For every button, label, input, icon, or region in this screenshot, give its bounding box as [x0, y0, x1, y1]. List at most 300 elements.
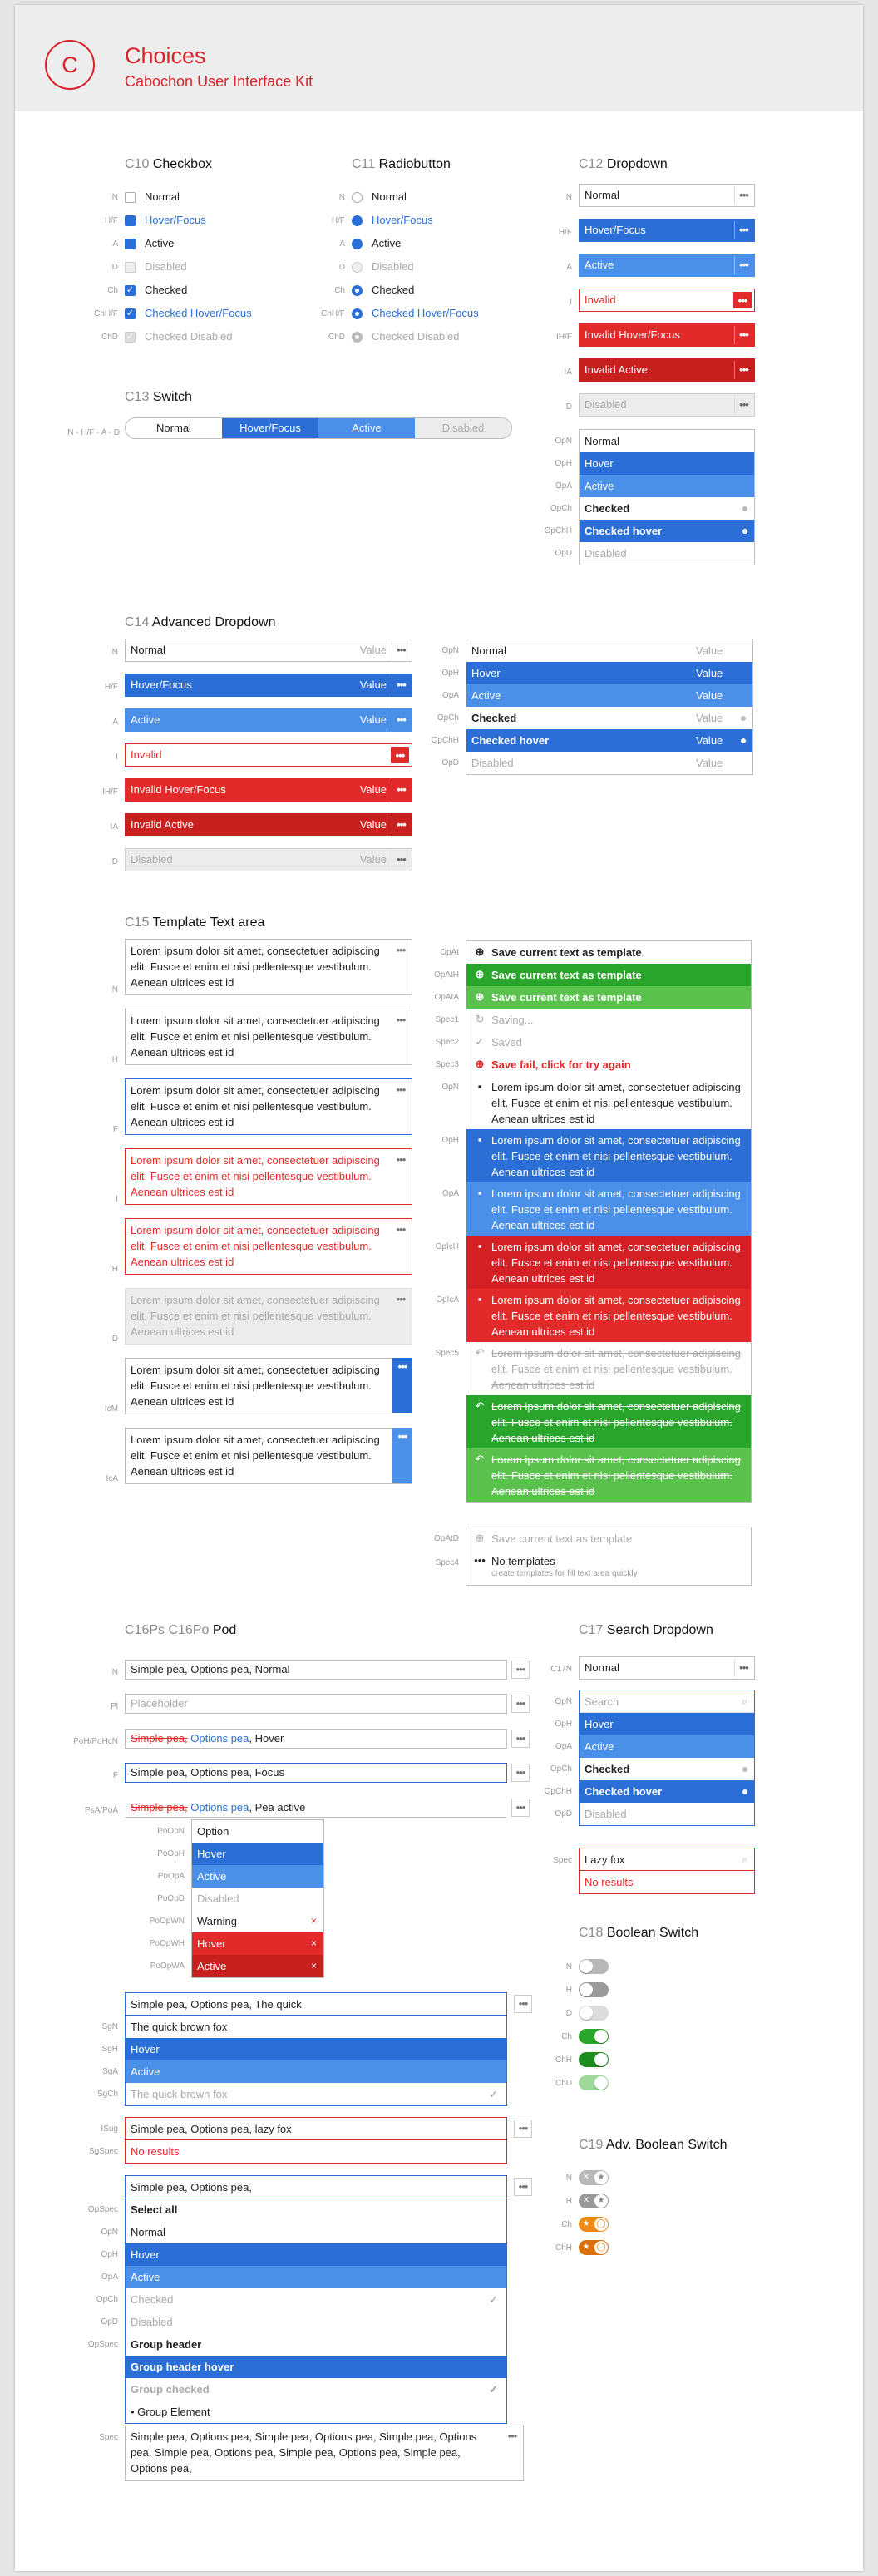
state-label: OpIcA — [436, 1295, 459, 1305]
state-label: F — [112, 1125, 118, 1134]
pod-popup-option[interactable] — [192, 1932, 323, 1955]
search-option[interactable] — [580, 1780, 754, 1803]
state-label: OpD — [441, 758, 459, 767]
more-icon: ••• — [734, 186, 752, 205]
state-label: Pl — [111, 1702, 118, 1711]
option-label: Normal — [471, 644, 506, 657]
more-icon[interactable]: ••• — [396, 1153, 406, 1166]
radio-option[interactable] — [352, 304, 518, 323]
advanced-option[interactable] — [466, 684, 752, 707]
template-menu-text: Save fail, click for try again — [491, 1059, 631, 1071]
state-label: PoOpD — [157, 1894, 185, 1903]
state-label: Spec2 — [435, 1038, 459, 1047]
dropdown-option[interactable] — [580, 520, 754, 542]
dropdown-invalid[interactable] — [579, 289, 755, 312]
checkbox-label: Active — [145, 237, 175, 249]
switch-segment-hover[interactable]: Hover/Focus — [222, 418, 318, 438]
multi-option[interactable] — [126, 2198, 506, 2221]
more-icon[interactable]: ••• — [514, 2120, 532, 2138]
pod-active[interactable] — [125, 1798, 525, 1818]
radio-icon[interactable] — [352, 215, 363, 226]
template-save-option-hover[interactable] — [466, 964, 751, 986]
more-icon[interactable]: ••• — [396, 1083, 406, 1096]
state-label: OpAtH — [433, 970, 459, 980]
template-item-restore-hover[interactable] — [466, 1395, 751, 1448]
segmented-switch[interactable] — [125, 417, 512, 439]
dropdown-invalid-active[interactable] — [579, 358, 755, 382]
adv-boolean-switch[interactable] — [579, 2170, 609, 2185]
state-label: OpA — [441, 691, 459, 700]
pod-popup-list[interactable] — [191, 1819, 324, 1978]
state-label: OpChH — [544, 1787, 572, 1796]
pod-text: Simple pea, Options pea, Normal — [131, 1663, 290, 1675]
dropdown-option[interactable] — [580, 497, 754, 520]
option-label: Checked — [585, 502, 630, 515]
section-code: C17 — [579, 1623, 604, 1637]
pod-focus[interactable] — [125, 1763, 525, 1783]
state-label: C17N — [550, 1665, 572, 1674]
search-no-results[interactable] — [579, 1848, 755, 1894]
state-label: I — [570, 298, 572, 307]
advanced-option-list[interactable] — [466, 639, 753, 775]
textarea-text: Lorem ipsum dolor sit amet, consectetuer adipiscing elit. Fusce et enim et nisi pellentesque vestibulum. Aenean ultrices est id — [131, 1364, 380, 1408]
template-item-active[interactable] — [466, 1182, 751, 1236]
adv-boolean-switch[interactable] — [579, 2217, 609, 2232]
template-item-hover[interactable] — [466, 1129, 751, 1182]
section-name: Checkbox — [152, 157, 212, 171]
cross-icon: ✕ — [582, 2196, 590, 2205]
more-icon[interactable]: ••• — [514, 2178, 532, 2196]
template-menu-text: Lorem ipsum dolor sit amet, consectetuer adipiscing elit. Fusce et enim et nisi pellentesque vestibulum. Aenean ultrices est id — [491, 1294, 741, 1338]
section-name: Radiobutton — [378, 157, 451, 171]
option-label: Active — [131, 2065, 160, 2078]
cross-icon: ★ — [582, 2219, 590, 2228]
suggest-option[interactable] — [126, 2016, 506, 2038]
checkbox-icon[interactable]: ✓ — [126, 285, 135, 295]
section-code: C18 — [579, 1926, 604, 1940]
template-menu-text: Lorem ipsum dolor sit amet, consectetuer adipiscing elit. Fusce et enim et nisi pellentesque vestibulum. Aenean ultrices est id — [491, 1400, 741, 1444]
section-name: Boolean Switch — [606, 1926, 699, 1940]
radio-label: Checked Hover/Focus — [372, 307, 479, 319]
checkbox-icon[interactable] — [125, 192, 136, 203]
section-code: C11 — [352, 157, 376, 171]
option-label: Group header — [131, 2338, 202, 2351]
brand-logo-icon: C — [45, 40, 95, 90]
more-icon[interactable]: ••• — [392, 1358, 412, 1413]
more-icon[interactable]: ••• — [511, 1661, 530, 1679]
section-code: C19 — [579, 2138, 604, 2152]
checkbox-label: Checked Hover/Focus — [145, 307, 252, 319]
section-name: Dropdown — [606, 157, 668, 171]
template-item[interactable] — [466, 1076, 751, 1129]
template-menu-text: Lorem ipsum dolor sit amet, consectetuer adipiscing elit. Fusce et enim et nisi pellentesque vestibulum. Aenean ultrices est id — [491, 1453, 741, 1498]
page-subtitle: Cabochon User Interface Kit — [125, 73, 313, 90]
option-label: No results — [131, 2145, 180, 2158]
section-title-switch — [125, 390, 192, 405]
dropdown-secondary-value: Value — [359, 713, 387, 726]
option-value: Value — [696, 689, 723, 702]
state-label: OpH — [555, 1720, 572, 1729]
more-icon[interactable]: ••• — [507, 2430, 517, 2442]
pod-option-chip[interactable]: Options pea — [190, 1801, 249, 1814]
radio-icon[interactable] — [352, 332, 363, 343]
option-value: Value — [696, 712, 723, 724]
close-icon[interactable]: × — [310, 1937, 317, 1949]
boolean-switch[interactable] — [579, 2029, 609, 2044]
state-label: IA — [564, 368, 572, 377]
pod-strike-chip[interactable]: Simple pea, — [131, 1801, 188, 1814]
state-label: OpAtD — [433, 1534, 459, 1543]
state-label: OpA — [441, 1189, 459, 1198]
suggest-option[interactable] — [126, 1993, 506, 2016]
section-title-checkbox — [125, 157, 212, 172]
section-code: C12 — [579, 157, 604, 171]
template-fail-status[interactable] — [466, 1054, 751, 1076]
more-icon[interactable]: ••• — [511, 1695, 530, 1713]
state-label: PoH/PoHcN — [73, 1737, 118, 1746]
template-spinner-icon: ↻ — [475, 1013, 485, 1025]
state-label: PoOpWA — [150, 1962, 185, 1971]
template-check-icon: ✓ — [475, 1035, 485, 1048]
option-label: Active — [131, 2271, 160, 2283]
star-icon: ◯ — [594, 2241, 608, 2254]
state-label: D — [111, 1335, 118, 1344]
no-results-text — [126, 2140, 506, 2163]
star-icon: ★ — [594, 2194, 608, 2208]
search-input-invalid[interactable] — [580, 1848, 754, 1871]
dropdown-secondary-value: Value — [359, 679, 387, 691]
more-icon: ••• — [734, 326, 752, 344]
advanced-dropdown-invalid-hover[interactable] — [125, 778, 412, 802]
invalid-suggest-input[interactable] — [126, 2118, 506, 2140]
pod-tail: , Pea active — [249, 1801, 306, 1814]
multi-option[interactable] — [126, 2401, 506, 2423]
dropdown-disabled — [579, 393, 755, 417]
state-label: PoOpA — [157, 1872, 185, 1881]
search-dropdown-normal[interactable] — [579, 1656, 755, 1680]
option-label: Checked — [585, 1763, 630, 1775]
option-label: • Group Element — [131, 2406, 210, 2418]
search-option-list[interactable] — [579, 1690, 755, 1826]
section-name: Adv. Boolean Switch — [605, 2138, 728, 2152]
state-label: F — [112, 1771, 118, 1780]
state-label: SgSpec — [88, 2147, 118, 2156]
adv-boolean-switch[interactable] — [579, 2194, 609, 2208]
template-menu-text: Lorem ipsum dolor sit amet, consectetuer adipiscing elit. Fusce et enim et nisi pellentesque vestibulum. Aenean ultrices est id — [491, 1241, 741, 1285]
pod-popup-option[interactable] — [192, 1865, 323, 1888]
switch-knob — [580, 1960, 593, 1973]
option-label: Group header hover — [131, 2361, 234, 2373]
section-name: Template Text area — [152, 915, 265, 930]
dropdown-value: Invalid Active — [585, 363, 648, 376]
option-label: Active — [197, 1960, 227, 1972]
boolean-switch[interactable] — [579, 1982, 609, 1997]
option-label: The quick brown fox — [131, 2021, 228, 2033]
no-results-text — [580, 1871, 754, 1893]
option-value: Value — [696, 734, 723, 747]
pod-hover[interactable] — [125, 1729, 525, 1749]
dropdown-active[interactable] — [579, 254, 755, 277]
advanced-option — [466, 752, 752, 774]
state-label: OpD — [555, 1809, 572, 1818]
advanced-option[interactable] — [466, 729, 752, 752]
multi-option[interactable] — [126, 2333, 506, 2356]
checkbox-icon[interactable] — [125, 215, 136, 226]
option-label: Warning — [197, 1915, 237, 1927]
more-icon[interactable]: ••• — [511, 1730, 530, 1748]
state-label: I — [116, 1195, 118, 1204]
template-save-option-active[interactable] — [466, 986, 751, 1009]
option-value: Value — [696, 644, 723, 657]
radio-icon[interactable] — [352, 239, 363, 249]
state-label: H/F — [558, 228, 572, 237]
dropdown-option[interactable] — [580, 475, 754, 497]
pod-multiline[interactable] — [125, 2425, 524, 2481]
template-menu-empty — [466, 1527, 752, 1586]
template-item-restore-active[interactable] — [466, 1448, 751, 1502]
state-label: H/F — [331, 216, 345, 225]
suggest-box[interactable] — [125, 1992, 507, 2106]
option-label: Select all — [131, 2203, 178, 2216]
multi-option[interactable] — [126, 2378, 506, 2401]
option-label: Simple pea, Options pea, lazy fox — [131, 2123, 292, 2135]
pod-placeholder[interactable] — [125, 1694, 525, 1714]
textarea-text: Lorem ipsum dolor sit amet, consectetuer adipiscing elit. Fusce et enim et nisi pellentesque vestibulum. Aenean ultrices est id — [131, 1224, 380, 1268]
radio-label: Normal — [372, 190, 407, 203]
section-title-search-dropdown — [579, 1623, 713, 1638]
state-label: OpCh — [550, 1764, 572, 1774]
more-icon[interactable]: ••• — [514, 1995, 532, 2013]
template-menu[interactable] — [466, 940, 752, 1503]
pod-option-chip[interactable]: Options pea — [190, 1732, 249, 1744]
template-menu-text: Save current text as template — [491, 1532, 633, 1545]
radio-icon[interactable] — [352, 285, 363, 296]
boolean-switch[interactable] — [579, 1959, 609, 1974]
state-label: OpN — [441, 1083, 459, 1092]
multi-option[interactable] — [126, 2176, 506, 2198]
boolean-switch[interactable] — [579, 2052, 609, 2067]
option-label: Active — [471, 689, 501, 702]
page-title: Choices — [125, 43, 206, 68]
dropdown-value: Hover/Focus — [585, 224, 646, 236]
search-value: Lazy fox — [585, 1853, 625, 1866]
dropdown-option[interactable] — [580, 452, 754, 475]
dropdown-value: Invalid Hover/Focus — [585, 328, 680, 341]
multi-option[interactable] — [126, 2243, 506, 2266]
switch-segment-active[interactable]: Active — [318, 418, 415, 438]
more-icon: ••• — [392, 641, 410, 659]
multi-option[interactable] — [126, 2221, 506, 2243]
state-label: IH/F — [102, 787, 118, 797]
section-title-advanced-dropdown — [125, 615, 275, 630]
pod-popup-option[interactable] — [192, 1910, 323, 1932]
check-icon: ✓ — [489, 2293, 498, 2306]
more-icon[interactable]: ••• — [511, 1799, 530, 1817]
more-icon[interactable]: ••• — [396, 944, 406, 956]
textarea-text: Lorem ipsum dolor sit amet, consectetuer adipiscing elit. Fusce et enim et nisi pellentesque vestibulum. Aenean ultrices est id — [131, 1434, 380, 1478]
checkbox-icon[interactable]: ✓ — [126, 308, 135, 318]
option-label: Hover — [197, 1937, 226, 1950]
pod-popup-option[interactable] — [192, 1843, 323, 1865]
template-textarea[interactable] — [125, 1358, 412, 1414]
advanced-dropdown-invalid-active[interactable] — [125, 813, 412, 836]
template-textarea[interactable] — [125, 1428, 412, 1484]
adv-boolean-switch[interactable] — [579, 2240, 609, 2255]
more-icon: ••• — [396, 1293, 406, 1305]
advanced-option[interactable] — [466, 707, 752, 729]
template-undo-icon: ↶ — [475, 1453, 485, 1465]
dropdown-value: Hover/Focus — [131, 679, 192, 691]
check-icon: ✓ — [489, 2383, 498, 2396]
multi-option[interactable] — [126, 2356, 506, 2378]
more-icon: ••• — [733, 292, 752, 308]
check-dot-icon — [742, 506, 747, 511]
option-label: The quick brown fox — [131, 2088, 228, 2100]
state-label: OpChH — [431, 736, 459, 745]
state-label: OpCh — [437, 713, 459, 723]
state-label: N — [565, 2174, 572, 2183]
dropdown-secondary-value: Value — [359, 818, 387, 831]
state-label: A — [566, 263, 572, 272]
radio-label: Checked — [372, 284, 415, 296]
option-label: Disabled — [131, 2316, 173, 2328]
dropdown-hover[interactable] — [579, 219, 755, 242]
advanced-option[interactable] — [466, 639, 752, 662]
template-menu-text: Lorem ipsum dolor sit amet, consectetuer adipiscing elit. Fusce et enim et nisi pellentesque vestibulum. Aenean ultrices est id — [491, 1081, 741, 1125]
state-label: Ch — [107, 286, 118, 295]
template-menu-text: Save current text as template — [491, 969, 642, 981]
multi-option — [126, 2311, 506, 2333]
textarea-text: Lorem ipsum dolor sit amet, consectetuer adipiscing elit. Fusce et enim et nisi pellentesque vestibulum. Aenean ultrices est id — [131, 945, 380, 989]
more-icon[interactable]: ••• — [392, 1428, 412, 1483]
pod-popup-option[interactable] — [192, 1820, 323, 1843]
dropdown-invalid-hover[interactable] — [579, 323, 755, 347]
radio-icon[interactable] — [352, 308, 363, 319]
state-label: Ch — [334, 286, 345, 295]
template-item-delete-active[interactable] — [466, 1289, 751, 1342]
state-label: Spec3 — [435, 1060, 459, 1069]
option-label: Hover — [585, 1718, 614, 1730]
template-trash-icon: ▪ — [477, 1080, 482, 1093]
dropdown-value: Normal — [131, 644, 165, 656]
close-icon[interactable]: × — [310, 1915, 317, 1927]
state-label: OpA — [555, 481, 572, 491]
advanced-option[interactable] — [466, 662, 752, 684]
state-label: N — [565, 193, 572, 202]
state-label: IcA — [106, 1474, 118, 1483]
more-icon[interactable]: ••• — [396, 1223, 406, 1236]
check-icon: ✓ — [489, 2088, 498, 2100]
state-label: OpH — [555, 459, 572, 468]
state-label: ChD — [101, 333, 118, 342]
search-input[interactable] — [580, 1690, 754, 1713]
multi-option[interactable] — [126, 2266, 506, 2288]
state-label: ChH/F — [321, 309, 345, 318]
dropdown-option-list[interactable] — [579, 429, 755, 565]
multi-option[interactable] — [126, 2288, 506, 2311]
option-label: Checked hover — [471, 734, 550, 747]
radio-option[interactable] — [352, 211, 518, 229]
state-label: ChH — [555, 2055, 572, 2065]
radio-option[interactable] — [352, 234, 518, 253]
radio-icon[interactable] — [352, 192, 363, 203]
state-label: OpAt — [440, 948, 459, 957]
dropdown-value: Invalid Hover/Focus — [131, 783, 226, 796]
pod-strike-chip[interactable]: Simple pea, — [131, 1732, 188, 1744]
state-label: N - H/F - A - D — [67, 428, 120, 437]
pod-popup-option — [192, 1888, 323, 1910]
state-label: PoOpWN — [149, 1917, 185, 1926]
template-item-deleted[interactable] — [466, 1342, 751, 1395]
section-code: C16Ps C16Po — [125, 1623, 210, 1637]
state-label: ChH/F — [94, 309, 118, 318]
section-title-boolean-switch — [579, 1926, 698, 1941]
template-plus-icon: ⊕ — [475, 1058, 485, 1070]
state-label: N — [338, 193, 345, 202]
switch-knob — [580, 2006, 593, 2020]
more-icon[interactable]: ••• — [396, 1014, 406, 1026]
state-label: Spec — [99, 2433, 118, 2442]
radio-option[interactable] — [352, 281, 518, 299]
state-label: OpN — [555, 1697, 572, 1706]
radio-icon[interactable] — [352, 262, 363, 273]
suggest-option[interactable] — [126, 2038, 506, 2060]
multi-option-list[interactable] — [125, 2175, 507, 2424]
template-item-delete-hover[interactable] — [466, 1236, 751, 1289]
no-templates-note — [466, 1550, 751, 1585]
option-label: Hover — [131, 2043, 160, 2055]
checkbox-icon[interactable] — [125, 239, 136, 249]
state-label: N — [111, 1668, 118, 1677]
suggest-option[interactable] — [126, 2060, 506, 2083]
checkbox-icon[interactable]: ✓ — [126, 332, 135, 342]
option-label: Disabled — [585, 1808, 627, 1820]
template-save-option[interactable] — [466, 941, 751, 964]
state-label: OpCh — [96, 2295, 118, 2304]
state-label: IA — [110, 822, 118, 832]
checkbox-icon[interactable] — [125, 262, 136, 273]
invalid-suggest-box[interactable] — [125, 2117, 507, 2164]
pod-normal[interactable] — [125, 1660, 525, 1680]
more-icon[interactable]: ••• — [511, 1764, 530, 1782]
state-label: N — [111, 648, 118, 657]
option-label: Checked — [131, 2293, 174, 2306]
state-label: D — [338, 263, 345, 272]
close-icon[interactable]: × — [310, 1960, 317, 1971]
state-label: Spec5 — [435, 1349, 459, 1358]
search-option[interactable] — [580, 1758, 754, 1780]
template-menu-text: Lorem ipsum dolor sit amet, consectetuer adipiscing elit. Fusce et enim et nisi pellentesque vestibulum. Aenean ultrices est id — [491, 1134, 741, 1178]
no-templates-text: No templates — [491, 1555, 555, 1567]
switch-segment-normal[interactable]: Normal — [156, 422, 191, 434]
more-icon[interactable]: ••• — [734, 1659, 752, 1677]
template-menu-text: Save current text as template — [491, 991, 642, 1004]
state-label: H/F — [104, 216, 118, 225]
search-option[interactable] — [580, 1735, 754, 1758]
check-dot-icon — [741, 716, 746, 721]
dropdown-option[interactable] — [580, 430, 754, 452]
search-option[interactable] — [580, 1713, 754, 1735]
state-label: OpAtA — [434, 993, 459, 1002]
dropdown-value: Disabled — [585, 398, 627, 411]
pod-popup-option[interactable] — [192, 1955, 323, 1977]
option-label: Active — [585, 1740, 614, 1753]
dropdown-normal[interactable] — [579, 184, 755, 207]
template-menu-text: Lorem ipsum dolor sit amet, consectetuer adipiscing elit. Fusce et enim et nisi pellentesque vestibulum. Aenean ultrices est id — [491, 1347, 741, 1391]
template-saving-status — [466, 1009, 751, 1031]
option-label: Normal — [131, 2226, 165, 2238]
section-name: Pod — [212, 1623, 237, 1637]
